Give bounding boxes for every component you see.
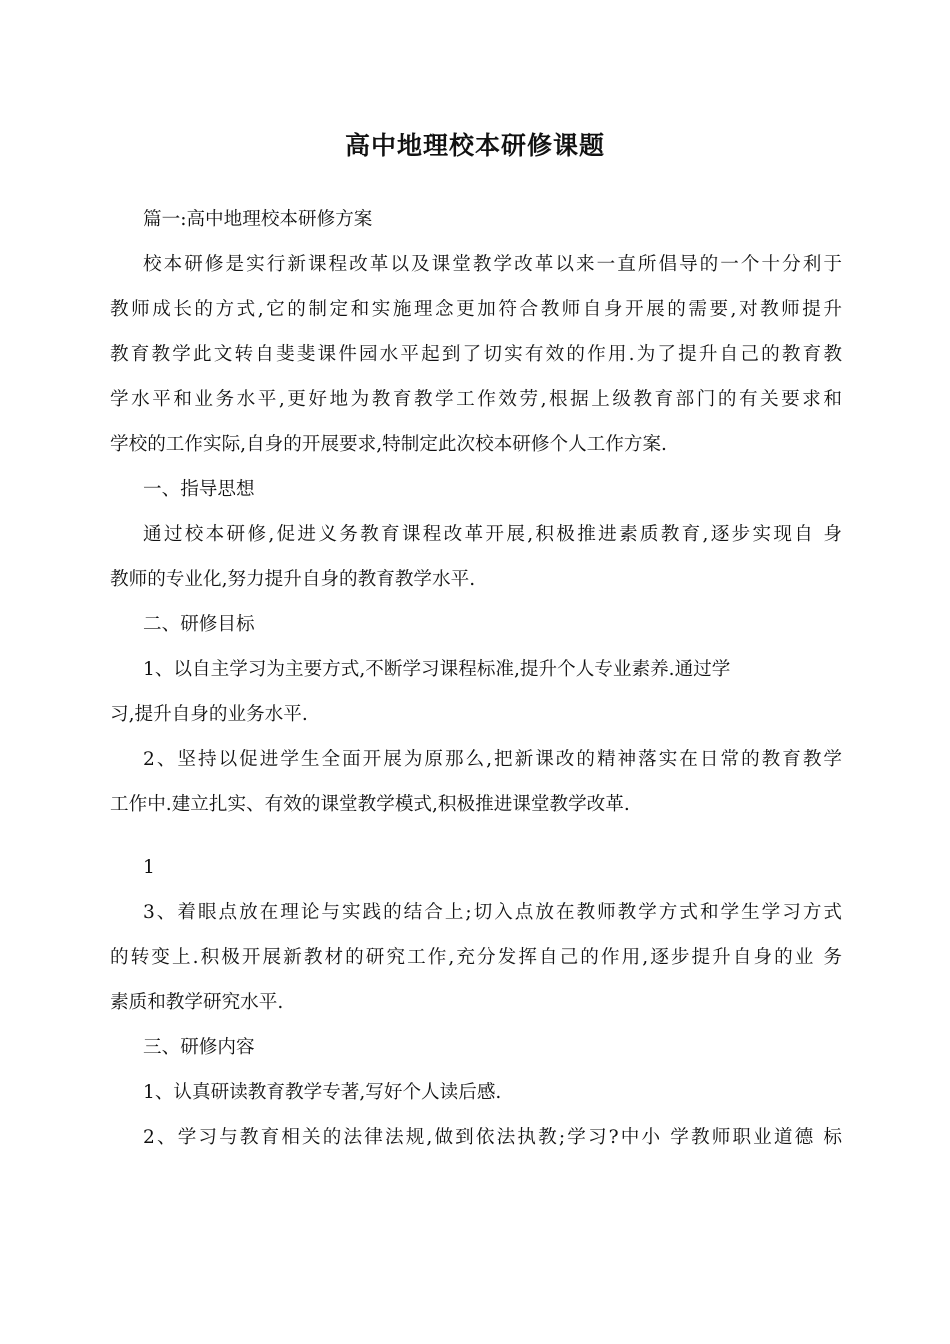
- text-line: 学水平和业务水平,更好地为教育教学工作效劳,根据上级教育部门的有关要求和: [110, 389, 842, 410]
- intro-paragraph: [110, 242, 842, 467]
- text-line: 素质和教学研究水平.: [110, 992, 284, 1013]
- goal-item-3: [110, 890, 842, 1025]
- text-line: 习,提升自身的业务水平.: [110, 704, 308, 725]
- content-heading: 三、研修内容: [143, 1037, 255, 1058]
- text-line: 学校的工作实际,自身的开展要求,特制定此次校本研修个人工作方案.: [110, 434, 667, 455]
- document-body: [110, 197, 842, 1160]
- text-line: 教育教学此文转自斐斐课件园水平起到了切实有效的作用.为了提升自己的教育教: [110, 344, 842, 365]
- text-line: 教师的专业化,努力提升自身的教育教学水平.: [110, 569, 476, 590]
- text-line: 2、坚持以促进学生全面开展为原那么,把新课改的精神落实在日常的教育教学: [143, 749, 842, 770]
- text-line: 工作中.建立扎实、有效的课堂教学模式,积极推进课堂教学改革.: [110, 794, 630, 815]
- guiding-paragraph: [110, 512, 842, 602]
- goal-item-1: [110, 647, 842, 737]
- text-line: 教师成长的方式,它的制定和实施理念更加符合教师自身开展的需要,对教师提升: [110, 299, 842, 320]
- page-number: 1: [143, 857, 155, 878]
- document-title: 高中地理校本研修课题: [344, 131, 605, 160]
- content-item-2: 2、学习与教育相关的法律法规,做到依法执教;学习?中小 学教师职业道德 标: [143, 1127, 842, 1148]
- text-line: 的转变上.积极开展新教材的研究工作,充分发挥自己的作用,逐步提升自身的业 务: [110, 947, 842, 968]
- text-line: 校本研修是实行新课程改革以及课堂教学改革以来一直所倡导的一个十分利于: [143, 254, 842, 275]
- goal-item-2: [110, 737, 842, 827]
- goals-heading: 二、研修目标: [143, 614, 255, 635]
- content-item-1: 1、认真研读教育教学专著,写好个人读后感.: [143, 1082, 502, 1103]
- guiding-heading: 一、指导思想: [143, 479, 255, 500]
- section-label: 篇一:高中地理校本研修方案: [143, 209, 373, 230]
- text-line: 1、以自主学习为主要方式,不断学习课程标准,提升个人专业素养.通过学: [143, 659, 731, 680]
- text-line: 3、着眼点放在理论与实践的结合上;切入点放在教师教学方式和学生学习方式: [143, 902, 842, 923]
- text-line: 通过校本研修,促进义务教育课程改革开展,积极推进素质教育,逐步实现自 身: [143, 524, 842, 545]
